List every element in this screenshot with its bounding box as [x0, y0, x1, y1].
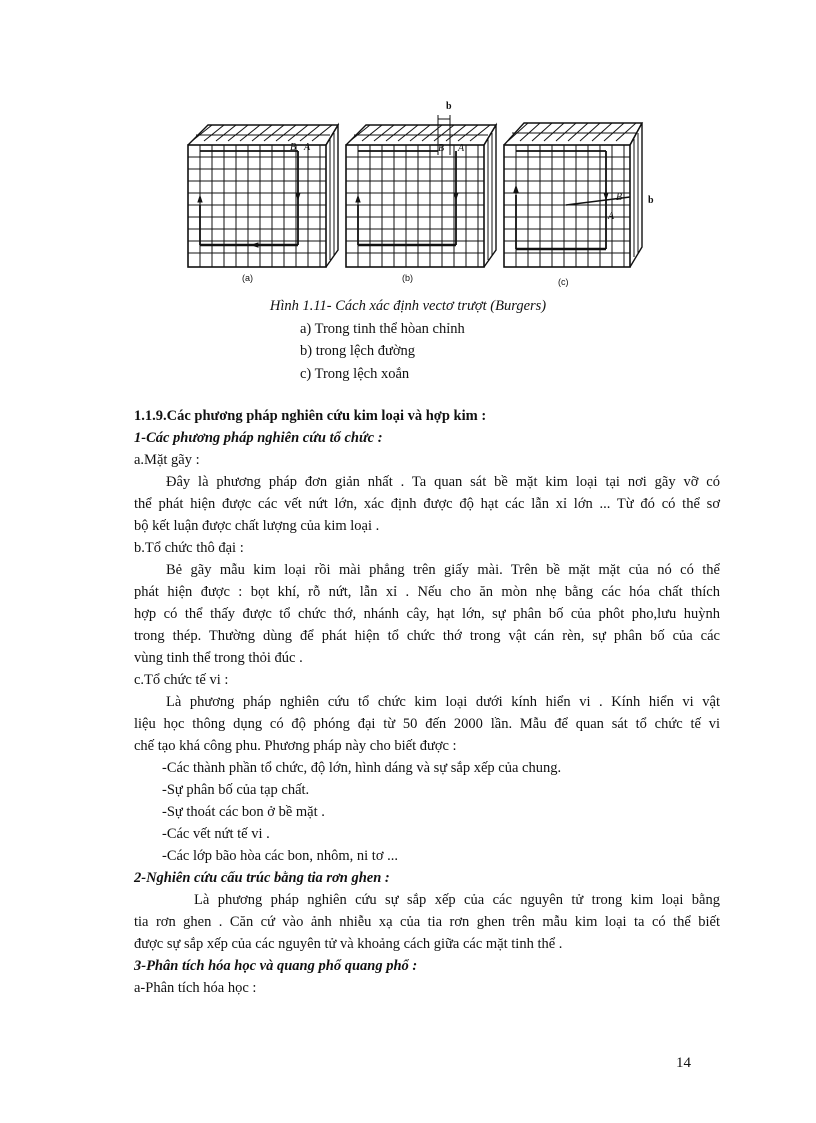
- para-a-line-2: thể phát hiện được các vết nứt lớn, xác định được độ hạt các lẫn xỉ lớn ... Từ đó có thể sơ: [134, 496, 720, 512]
- cube-b: [346, 115, 496, 267]
- point-a-label-a: A: [304, 142, 311, 153]
- caption-item-c: c) Trong lệch xoắn: [300, 366, 410, 382]
- point-b-label-b: B: [438, 143, 445, 154]
- caption-item-b: b) trong lệch đường: [300, 343, 415, 359]
- list-item: -Sự thoát các bon ở bề mặt .: [162, 804, 325, 820]
- point-a-label-c: A: [608, 211, 615, 222]
- item-c-title: c.Tổ chức tế vi :: [134, 672, 229, 688]
- figure-caption: Hình 1.11- Cách xác định vectơ trượt (Burgers): [269, 298, 547, 314]
- point-a-label-b: A: [458, 143, 465, 154]
- panel-label-b: (b): [402, 273, 413, 283]
- panel-label-a: (a): [242, 273, 253, 283]
- section-heading: 1.1.9.Các phương pháp nghiên cứu kim loại và hợp kim :: [134, 408, 487, 424]
- para-b-line-3: hợp có thể thấy được tổ chức thớ, nhánh cây, hạt lớn, sự phân bố của phôt pho,lưu huỳnh: [134, 606, 720, 622]
- panel-label-c: (c): [558, 277, 569, 287]
- caption-item-a: a) Trong tinh thể hòan chỉnh: [300, 321, 465, 337]
- list-item: -Các lớp bão hòa các bon, nhôm, ni tơ ...: [162, 848, 399, 864]
- para-b-line-1: Bẻ gãy mẫu kim loại rồi mài phẳng trên giấy mài. Trên bề mặt mặt của nó có thể: [166, 562, 720, 578]
- para-xray-line-3: được sự sắp xếp của các nguyên tử và khoảng cách giữa các mặt tinh thể .: [134, 936, 563, 952]
- para-b-line-4: trong thép. Thường dùng để phát hiện tổ chức thớ trong vật cán rèn, sự phân bố của các: [134, 628, 720, 644]
- list-item: -Các thành phần tổ chức, độ lớn, hình dáng và sự sắp xếp của chung.: [162, 760, 562, 776]
- para-c-line-2: liệu học thông dụng có độ phóng đại từ 50 đến 2000 lần. Mẫu để quan sát tổ chức tế vi: [134, 716, 720, 732]
- page-number: 14: [676, 1055, 691, 1071]
- item-b-title: b.Tổ chức thô đại :: [134, 540, 244, 556]
- burgers-vector-figure: [180, 95, 654, 295]
- list-item: -Sự phân bố của tạp chất.: [162, 782, 310, 798]
- para-c-line-1: Là phương pháp nghiên cứu tổ chức kim loại dưới kính hiển vi . Kính hiển vi vật: [166, 694, 720, 710]
- para-a-line-1: Đây là phương pháp đơn giản nhất . Ta quan sát bề mặt kim loại tại nơi gãy vỡ có: [166, 474, 720, 490]
- para-b-line-5: vùng tinh thể trong thỏi đúc .: [134, 650, 303, 666]
- lattice-cubes-drawing: [180, 95, 654, 295]
- list-item: -Các vết nứt tế vi .: [162, 826, 270, 842]
- para-a-line-3: bộ kết luận được chất lượng của kim loại .: [134, 518, 380, 534]
- cube-a: [188, 125, 338, 267]
- burgers-b-label-c: b: [648, 195, 654, 206]
- point-b-label-a: B: [290, 142, 297, 153]
- item-a-title: a.Mặt gãy :: [134, 452, 200, 468]
- subheading-2: 2-Nghiên cứu cấu trúc bằng tia rơn ghen :: [134, 870, 390, 886]
- burgers-b-label-b: b: [446, 101, 452, 112]
- subheading-1: 1-Các phương pháp nghiên cứu tổ chức :: [134, 430, 383, 446]
- para-xray-line-2: tia rơn ghen . Căn cứ vào ảnh nhiễu xạ của tia rơn ghen trên mẫu kim loại ta có thể biết: [134, 914, 720, 930]
- point-b-label-c: B: [616, 192, 623, 203]
- subheading-3: 3-Phân tích hóa học và quang phổ quang phổ :: [134, 958, 418, 974]
- para-xray-line-1: Là phương pháp nghiên cứu sự sắp xếp của các nguyên tử trong kim loại bằng: [194, 892, 720, 908]
- para-c-line-3: chế tạo khá công phu. Phương pháp này cho biết được :: [134, 738, 457, 754]
- item-3a-title: a-Phân tích hóa học :: [134, 980, 257, 996]
- para-b-line-2: phát hiện được : bọt khí, rỗ nứt, lẫn xỉ . Nếu cho ăn mòn nhẹ bằng các hóa chất thích: [134, 584, 720, 600]
